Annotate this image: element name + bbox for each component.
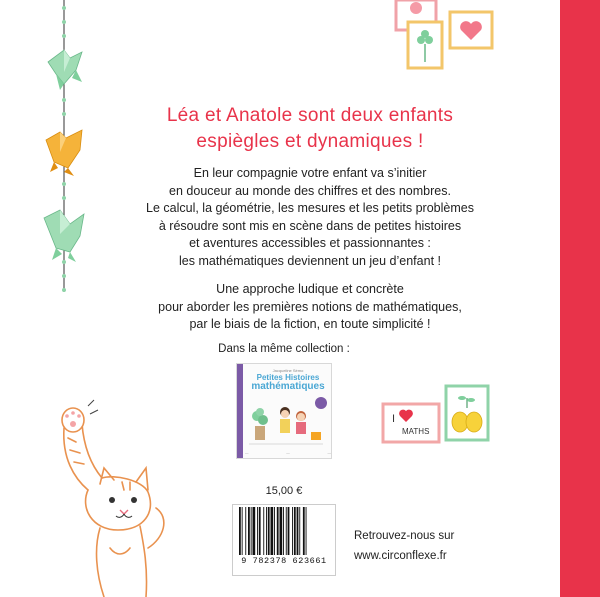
book-footer: — — — [245, 451, 331, 455]
barcode-bar [294, 507, 296, 555]
barcode-bar [303, 507, 305, 555]
barcode-bar [257, 507, 258, 555]
find-us-line: Retrouvez-nous sur [354, 530, 455, 542]
description-line: les mathématiques deviennent un jeu d’enfant ! [179, 253, 441, 268]
barcode-bar [299, 507, 300, 555]
barcode-bar [288, 507, 290, 555]
isbn-number: 9 782378 623661 [241, 556, 327, 566]
heading-line: Léa et Anatole sont deux enfants [166, 105, 454, 126]
book-cover-illustration [245, 404, 327, 446]
cat-illustration [44, 398, 174, 597]
collection-book-thumbnail[interactable] [236, 363, 332, 459]
barcode-bar [248, 507, 250, 555]
book-series-title: Petites Histoires [256, 373, 320, 382]
barcode-bar [271, 507, 274, 555]
book-author: Jacqueline Sémo [272, 368, 304, 373]
barcode-bar [251, 507, 252, 555]
barcode-bar [266, 507, 267, 555]
barcode-bar [280, 507, 283, 555]
barcode-bar [277, 507, 279, 555]
find-us-block [354, 526, 454, 566]
barcode-bar [297, 507, 299, 555]
barcode-bar [242, 507, 243, 555]
picture-frame-icon [450, 12, 492, 48]
barcode-bar [286, 507, 287, 555]
description-line: en douceur au monde des chiffres et des nombres. [169, 183, 451, 198]
hanging-frames [390, 0, 505, 75]
picture-frame-icon [408, 22, 442, 68]
tagline-line: pour aborder les premières notions de mathématiques, [158, 299, 462, 314]
collection-label: Dans la même collection : [218, 343, 350, 355]
heading-line: espiègles et dynamiques ! [196, 131, 424, 152]
price: 15,00 € [265, 485, 303, 497]
barcode-bar [263, 507, 264, 555]
barcode-bar [268, 507, 270, 555]
barcode-bar [292, 507, 293, 555]
origami-bird-icon [48, 50, 82, 90]
tagline-line: Une approche ludique et concrète [216, 282, 404, 296]
book-spine [560, 0, 600, 597]
description-line: à résoudre sont mis en scène dans de petites histoires [158, 218, 462, 233]
back-cover-heading [80, 103, 540, 155]
book-spine-band [237, 364, 243, 458]
frame-letter: I [392, 413, 396, 425]
barcode-bar [274, 507, 275, 555]
description-line: Le calcul, la géométrie, les mesures et les petits problèmes [146, 201, 474, 215]
description-line: et aventures accessibles et passionnantes : [189, 236, 431, 250]
wall-frames [380, 382, 500, 462]
lemon-icon [466, 412, 482, 432]
website-link[interactable]: www.circonflexe.fr [354, 550, 447, 562]
barcode-bar [245, 507, 246, 555]
barcode-bar [239, 507, 241, 555]
picture-frame-icon [446, 386, 488, 440]
tagline-paragraph [80, 281, 540, 334]
barcode-bars [233, 507, 335, 557]
picture-frame-icon [383, 404, 439, 442]
frame-text: MATHS [402, 427, 430, 436]
barcode-bar [283, 507, 284, 555]
barcode-bar [259, 507, 261, 555]
barcode-bar [306, 507, 307, 555]
barcode-bar [253, 507, 256, 555]
tagline-line: par le biais de la fiction, en toute simplicité ! [189, 317, 431, 331]
description-paragraph [80, 165, 540, 270]
description-line: En leur compagnie votre enfant va s’initier [193, 166, 427, 180]
book-subject-title: mathématiques [251, 381, 325, 392]
